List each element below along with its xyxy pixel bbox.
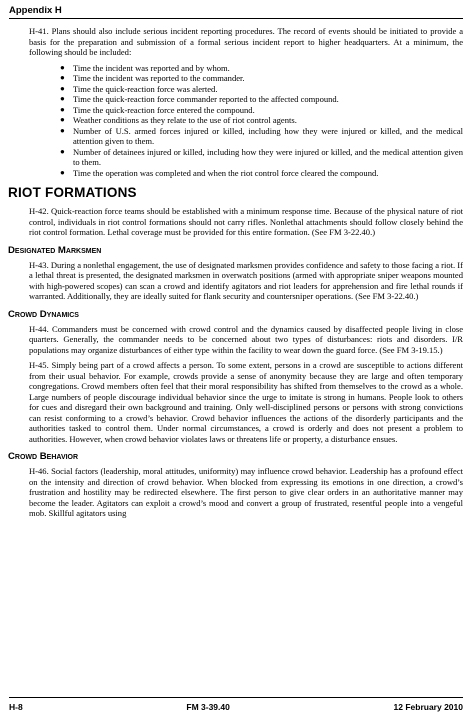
bullet-icon: ● bbox=[60, 146, 65, 156]
page-header: Appendix H bbox=[9, 5, 463, 19]
list-item: ● Number of detainees injured or killed, including how they were injured or killed, and the medical attention given to them. bbox=[60, 146, 463, 167]
list-item: ● Time the incident was reported and by whom. bbox=[60, 62, 230, 73]
bullet-icon: ● bbox=[60, 83, 65, 93]
list-item: ● Time the incident was reported to the commander. bbox=[60, 73, 245, 83]
page-number: H-8 bbox=[9, 702, 23, 712]
list-item: ● Number of U.S. armed forces injured or killed, including how they were injured or killed, and the medical attention given to them. bbox=[60, 125, 463, 146]
list-item: ● Time the quick-reaction force was alerted. bbox=[60, 83, 218, 94]
list-item: ● Time the quick-reaction force entered the compound. bbox=[60, 104, 255, 115]
incident-report-list bbox=[29, 63, 463, 179]
paragraph-h43: H-43. During a nonlethal engagement, the use of designated marksmen provides confidence and safety to those facing a riot. If a lethal threat is presented, the designated marksmen in overwatch positions (armed with appropriate sniper weapons mounted with high-powered scopes) can scan a crowd and identify agitators and riot leaders for apprehension and fire lethal rounds if warranted. Additionally, they are ideally suited for flank security and countersniper operations. (See FM 3-22.40.) bbox=[29, 259, 463, 301]
bullet-icon: ● bbox=[60, 94, 65, 103]
list-item: ● Time the quick-reaction force commander reported to the affected compound. bbox=[60, 94, 339, 104]
paragraph-h44: H-44. Commanders must be concerned with crowd control and the dynamics caused by disaffected people living in close quarters. Generally, the commander needs to be concerned about two types of disturbances: riots and disorders. I/R populations may organize disturbances of either type within the facility to wear down the guard force. (See FM 3-19.15.) bbox=[29, 323, 463, 355]
section-heading-crowd-behavior: Crowd Behavior bbox=[8, 451, 79, 462]
paragraph-h41: H-41. Plans should also include serious incident reporting procedures. The record of events should be initiated to provide a basis for the preparation and submission of a formal serious incident report to higher headquarters. At a minimum, the following should be included: bbox=[29, 26, 463, 57]
list-item: ● Weather conditions as they relate to the use of riot control agents. bbox=[60, 115, 297, 125]
paragraph-h45: H-45. Simply being part of a crowd affects a person. To some extent, persons in a crowd are susceptible to actions different from their usual behavior. For example, crowds provide a sense of anonymity because they are large and often temporary congregations. Crowd members often feel that their moral responsibility has shifted from themselves to the crowd as a whole. Large numbers of people discourage individual behavior since the urge to imitate is strong in humans. People look to others for cues and disregard their own background and training. Only well-disciplined persons or persons with strong convictions can resist conforming to a crowd’s behavior. Crowd behavior influences the actions of the disorderly participants and the authorities tasked to control them. Under normal circumstances, a crowd is orderly and does not present a problem to authorities. However, when crowd behavior violates laws or threatens life or property, a disturbance ensues. bbox=[29, 360, 463, 444]
bullet-icon: ● bbox=[60, 104, 65, 114]
manual-number: FM 3-39.40 bbox=[186, 702, 230, 712]
section-heading-designated-marksmen: Designated Marksmen bbox=[8, 244, 102, 256]
paragraph-h46: H-46. Social factors (leadership, moral attitudes, uniformity) may influence crowd behavior. Leadership has a profound effect on the intensity and direction of crowd behavior. When blocked from expressing its emotions in one direction, a crowd’s frustration and hostility may be redirected elsewhere. The first person to give clear orders in an authoritative manner may become the leader. Agitators can exploit a crowd’s mood and convert a group of frustrated, resentful people into a vengeful mob. Skillful agitators using bbox=[29, 466, 463, 518]
bullet-icon: ● bbox=[60, 167, 65, 177]
paragraph-h42: H-42. Quick-reaction force teams should be established with a minimum response time. Because of the physical nature of riot control, individuals in riot control formations should not carry rifles. Nonlethal attachments should follow closely behind the riot control formation. Lethal coverage must be provided for this entire formation. (See FM 3-22.40.) bbox=[29, 206, 463, 237]
bullet-icon: ● bbox=[60, 115, 65, 124]
page-body bbox=[8, 26, 463, 524]
bullet-icon: ● bbox=[60, 73, 65, 82]
bullet-icon: ● bbox=[60, 125, 65, 135]
section-heading-riot-formations: RIOT FORMATIONS bbox=[8, 185, 137, 200]
publication-date: 12 February 2010 bbox=[393, 702, 463, 712]
bullet-icon: ● bbox=[60, 62, 65, 72]
section-heading-crowd-dynamics: Crowd Dynamics bbox=[8, 308, 79, 320]
page-footer bbox=[9, 697, 463, 712]
list-item: ● Time the operation was completed and when the riot control force cleared the compound. bbox=[60, 167, 379, 178]
